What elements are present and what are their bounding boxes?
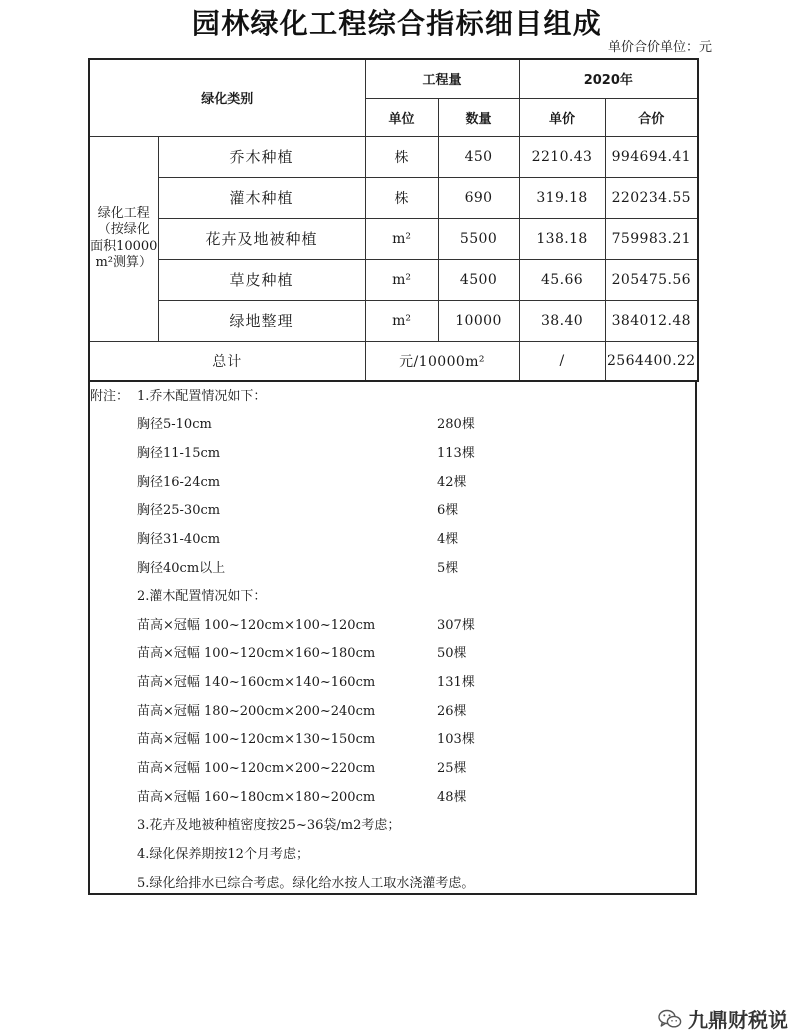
tree-spec: 胸径11-15cm [137,445,221,461]
item-total-price: 220234.55 [605,177,698,218]
notes-heading-line [90,383,695,412]
watermark [658,1004,788,1033]
list-item [90,497,695,526]
total-row [89,341,698,381]
item-unit-price: 319.18 [519,177,605,218]
notes-section [88,380,697,895]
item-unit: m² [365,218,438,259]
tree-count: 113棵 [437,445,475,461]
item-total-price: 384012.48 [605,300,698,341]
list-item [90,440,695,469]
item-amount: 4500 [438,259,519,300]
group-label-line: 面积10000 [90,238,158,254]
table-row [89,136,698,177]
tree-count: 280棵 [437,417,475,433]
item-amount: 450 [438,136,519,177]
section-title-shrubs: 2.灌木配置情况如下： [137,589,267,605]
group-label-line: （按绿化 [97,222,150,237]
list-item [90,411,695,440]
group-label-cell [89,136,158,341]
group-label-line: m²测算） [95,255,153,270]
total-unit: 元/10000m² [365,341,519,381]
wechat-icon [658,1009,682,1029]
tree-spec: 胸径5-10cm [137,417,212,433]
tree-count: 4棵 [437,531,459,547]
shrub-count: 26棵 [437,703,467,719]
item-total-price: 205475.56 [605,259,698,300]
shrub-count: 307棵 [437,617,475,633]
note-density: 3.花卉及地被种植密度按25~36袋/m2考虑； [137,818,401,834]
indicator-table [88,58,699,382]
item-unit-price: 38.40 [519,300,605,341]
header-row-top [89,59,698,98]
header-unit: 单位 [365,98,438,136]
item-unit: 株 [365,177,438,218]
shrub-count: 25棵 [437,761,467,777]
header-unit-price: 单价 [519,98,605,136]
shrub-count: 131棵 [437,675,475,691]
shrub-spec: 苗高×冠幅 180~200cm×200~240cm [137,703,376,719]
list-item [90,555,695,584]
header-category: 绿化类别 [89,59,365,136]
unit-note: 单价合价单位：元 [607,40,712,55]
notes-prefix: 附注： [90,388,130,404]
shrub-spec: 苗高×冠幅 100~120cm×200~220cm [137,761,376,777]
tree-spec: 胸径16-24cm [137,474,221,490]
item-unit: m² [365,259,438,300]
tree-count: 42棵 [437,474,467,490]
shrub-spec: 苗高×冠幅 140~160cm×140~160cm [137,675,376,691]
list-item [90,640,695,669]
note-irrigation: 5.绿化给排水已综合考虑。绿化给水按人工取水浇灌考虑。 [137,875,475,891]
shrub-count: 103棵 [437,732,475,748]
tree-spec: 胸径31-40cm [137,531,221,547]
shrub-spec: 苗高×冠幅 100~120cm×130~150cm [137,732,376,748]
item-name: 绿地整理 [158,300,365,341]
shrub-count: 48棵 [437,789,467,805]
item-unit: 株 [365,136,438,177]
item-name: 乔木种植 [158,136,365,177]
item-unit: m² [365,300,438,341]
list-item [90,526,695,555]
item-name: 草皮种植 [158,259,365,300]
item-unit-price: 2210.43 [519,136,605,177]
header-year-group: 2020年 [519,59,698,98]
table-row [89,218,698,259]
total-label: 总计 [89,341,365,381]
note-line [90,812,695,841]
header-total-price: 合价 [605,98,698,136]
total-price: 2564400.22 [605,341,698,381]
watermark-text: 九鼎财税说 [688,1008,788,1032]
tree-spec: 胸径25-30cm [137,503,221,519]
group-label-line: 绿化工程 [97,205,150,221]
tree-count: 5棵 [437,560,459,576]
shrub-count: 50棵 [437,646,467,662]
tree-count: 6棵 [437,503,459,519]
note-line [90,841,695,870]
list-item [90,469,695,498]
item-total-price: 994694.41 [605,136,698,177]
list-item [90,726,695,755]
list-item [90,755,695,784]
table-row [89,300,698,341]
item-name: 灌木种植 [158,177,365,218]
total-unit-price: / [519,341,605,381]
header-quantity-group: 工程量 [365,59,519,98]
item-total-price: 759983.21 [605,218,698,259]
list-item [90,698,695,727]
shrub-spec: 苗高×冠幅 100~120cm×160~180cm [137,646,376,662]
header-amount: 数量 [438,98,519,136]
list-item [90,669,695,698]
table-row [89,259,698,300]
list-item [90,612,695,641]
note-line [90,870,695,899]
note-maintenance: 4.绿化保养期按12个月考虑； [137,846,309,862]
item-name: 花卉及地被种植 [158,218,365,259]
item-amount: 10000 [438,300,519,341]
table-row [89,177,698,218]
item-amount: 690 [438,177,519,218]
list-item [90,784,695,813]
notes-subheading-line [90,583,695,612]
shrub-spec: 苗高×冠幅 160~180cm×180~200cm [137,789,376,805]
tree-spec: 胸径40cm以上 [137,560,226,576]
item-unit-price: 45.66 [519,259,605,300]
section-title-trees: 1.乔木配置情况如下： [137,388,267,404]
document-title: 园林绿化工程综合指标细目组成 [191,7,603,40]
item-amount: 5500 [438,218,519,259]
item-unit-price: 138.18 [519,218,605,259]
shrub-spec: 苗高×冠幅 100~120cm×100~120cm [137,617,376,633]
